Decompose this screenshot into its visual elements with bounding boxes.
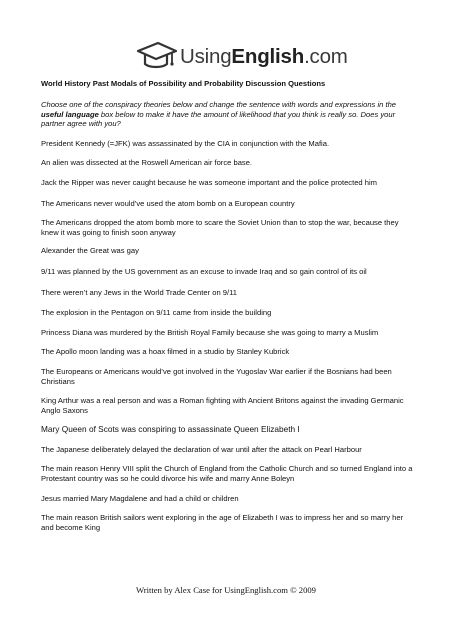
list-item: Mary Queen of Scots was conspiring to assassinate Queen Elizabeth I: [41, 424, 300, 435]
list-item: The main reason British sailors went exploring in the age of Elizabeth I was to impress her and so marry her and become King: [41, 513, 404, 532]
instructions-part1: Choose one of the conspiracy theories below and change the sentence with words and expressions in the: [41, 100, 397, 109]
instructions-bold: useful language: [41, 109, 99, 119]
list-item: King Arthur was a real person and was a Roman fighting with Ancient Britons against the invading Germanic Anglo Saxons: [41, 396, 404, 415]
list-item: The Apollo moon landing was a hoax filmed in a studio by Stanley Kubrick: [41, 347, 290, 357]
usingenglish-logo: [134, 39, 348, 75]
worksheet-content: [41, 79, 417, 532]
worksheet-title: World History Past Modals of Possibility and Probability Discussion Questions: [41, 79, 326, 88]
logo-using: Using: [180, 45, 232, 68]
logo-wordmark: [180, 45, 348, 69]
list-item: The main reason Henry VIII split the Church of England from the Catholic Church and so turned England into a Protestant country was so he could divorce his wife and marry Anne Boleyn: [41, 464, 413, 484]
list-item: The explosion in the Pentagon on 9/11 came from inside the building: [41, 308, 272, 318]
list-item: Jack the Ripper was never caught because he was someone important and the police protected him: [41, 177, 378, 187]
list-item: Jesus married Mary Magdalene and had a child or children: [41, 493, 239, 503]
footer-credit: Written by Alex Case for UsingEnglish.com © 2009: [136, 585, 316, 595]
logo-english: English: [231, 45, 305, 68]
list-item: 9/11 was planned by the US government as an excuse to invade Iraq and so gain control of its oil: [41, 266, 367, 276]
list-item: The Europeans or Americans would’ve got involved in the Yugoslav War earlier if the Bosnians had been Christians: [41, 366, 392, 386]
instructions: [41, 100, 417, 129]
list-item: Princess Diana was murdered by the British Royal Family because she was going to marry a Muslim: [41, 327, 379, 337]
list-item: There weren’t any Jews in the World Trade Center on 9/11: [41, 287, 237, 297]
logo-domain: .com: [304, 45, 348, 68]
list-item: An alien was dissected at the Roswell American air force base.: [41, 158, 253, 168]
list-item: The Americans never would’ve used the atom bomb on a European country: [41, 198, 295, 208]
list-item: President Kennedy (=JFK) was assassinated by the CIA in conjunction with the Mafia.: [41, 138, 330, 148]
list-item: The Americans dropped the atom bomb more to scare the Soviet Union than to stop the war, because they knew it was going to finish soon anyway: [41, 218, 399, 237]
list-item: Alexander the Great was gay: [41, 246, 139, 256]
graduation-cap-icon: [134, 39, 178, 75]
instructions-part2: box below to make it have the amount of likelihood that you think is really so. Does your partner agree with you?: [41, 109, 396, 129]
list-item: The Japanese deliberately delayed the declaration of war until after the attack on Pearl Harbour: [41, 444, 362, 454]
